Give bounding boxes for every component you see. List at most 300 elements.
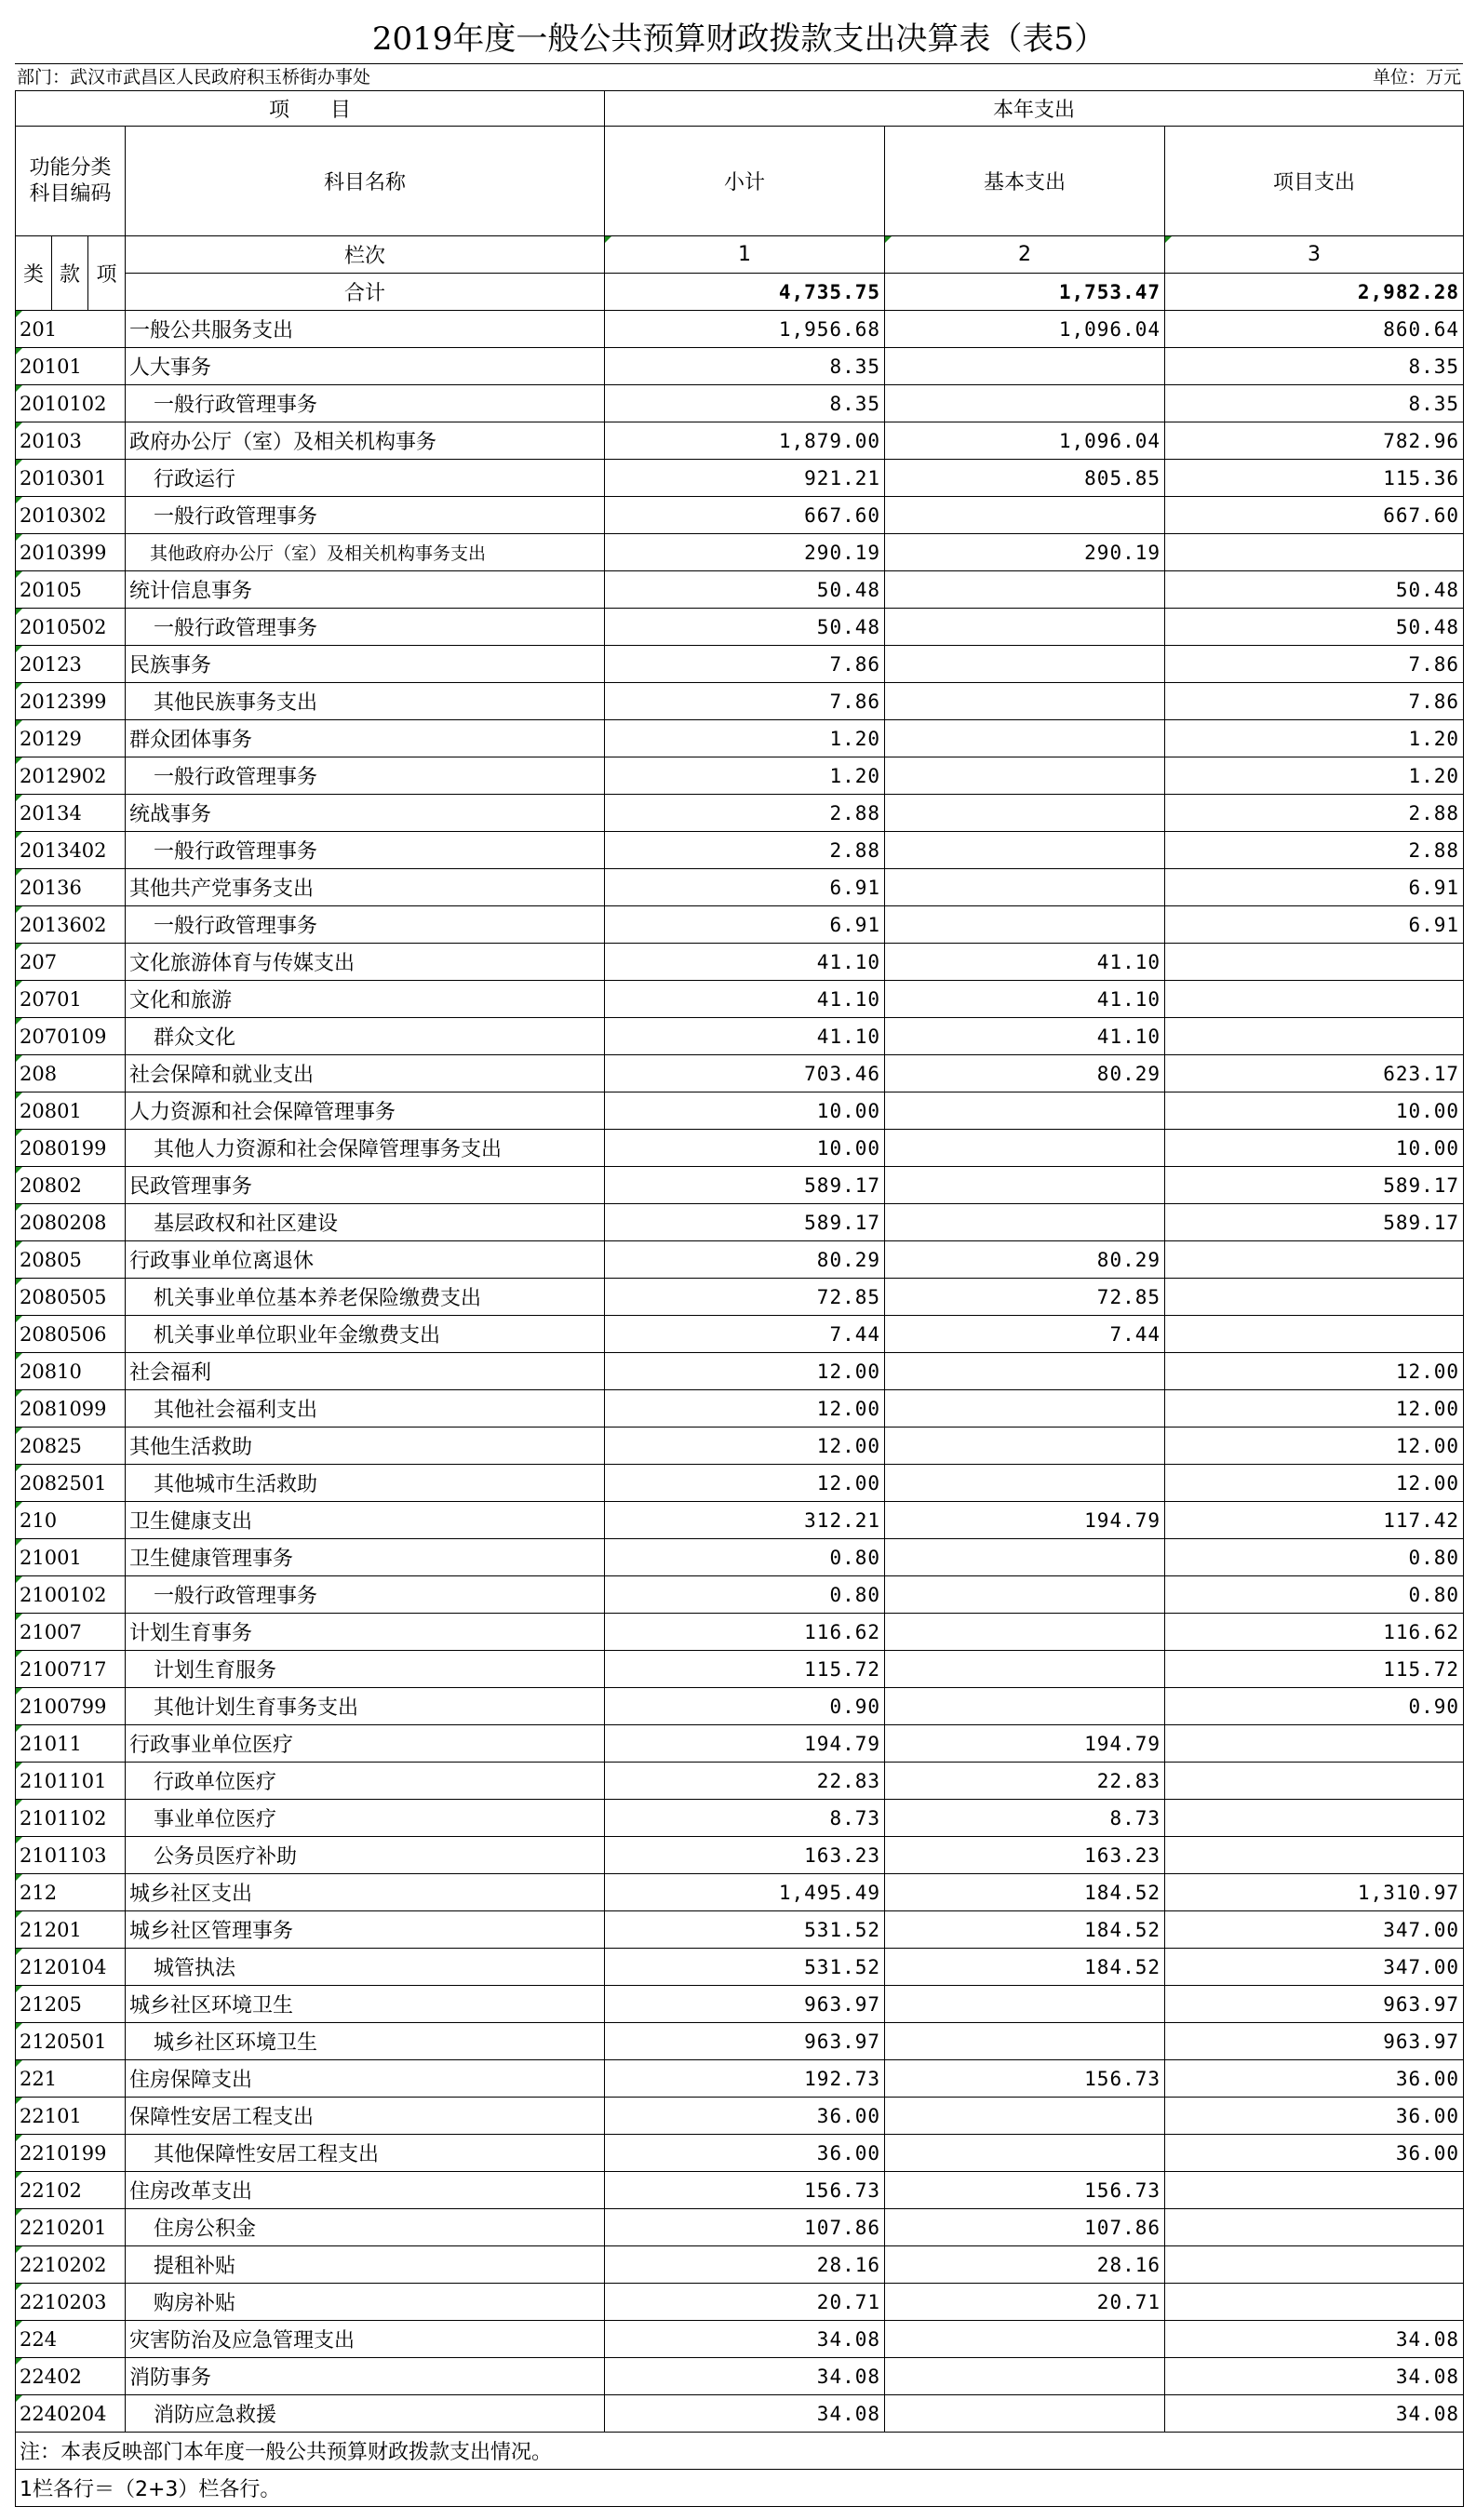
row-code: 2070109 bbox=[16, 1018, 126, 1055]
row-basic bbox=[885, 1390, 1165, 1428]
row-project: 347.00 bbox=[1165, 1911, 1464, 1949]
table-row bbox=[16, 571, 1464, 609]
row-project: 860.64 bbox=[1165, 311, 1464, 348]
row-project bbox=[1165, 944, 1464, 981]
row-subtotal: 2.88 bbox=[605, 795, 885, 832]
table-row bbox=[16, 1725, 1464, 1763]
row-project: 115.72 bbox=[1165, 1651, 1464, 1688]
row-basic: 107.86 bbox=[885, 2209, 1165, 2246]
row-code: 2100799 bbox=[16, 1688, 126, 1725]
unit-label: 单位：万元 bbox=[1372, 67, 1461, 87]
row-project: 12.00 bbox=[1165, 1465, 1464, 1502]
table-row bbox=[16, 906, 1464, 944]
row-subtotal: 156.73 bbox=[605, 2172, 885, 2209]
row-project: 34.08 bbox=[1165, 2358, 1464, 2395]
row-code: 2012902 bbox=[16, 757, 126, 795]
row-subtotal: 1,879.00 bbox=[605, 422, 885, 460]
header-lanci: 栏次 bbox=[126, 236, 605, 274]
row-subject-name: 一般行政管理事务 bbox=[126, 609, 605, 646]
row-subtotal: 963.97 bbox=[605, 2023, 885, 2060]
table-row bbox=[16, 1316, 1464, 1353]
row-project: 8.35 bbox=[1165, 385, 1464, 422]
row-subtotal: 116.62 bbox=[605, 1614, 885, 1651]
table-row bbox=[16, 2135, 1464, 2172]
note-line-1: 注：本表反映部门本年度一般公共预算财政拨款支出情况。 bbox=[16, 2433, 1464, 2470]
row-basic bbox=[885, 1688, 1165, 1725]
row-project: 2.88 bbox=[1165, 832, 1464, 869]
row-basic: 80.29 bbox=[885, 1055, 1165, 1092]
row-subtotal: 80.29 bbox=[605, 1241, 885, 1279]
row-basic: 8.73 bbox=[885, 1800, 1165, 1837]
table-row bbox=[16, 460, 1464, 497]
row-subject-name: 一般行政管理事务 bbox=[126, 1576, 605, 1614]
row-basic: 184.52 bbox=[885, 1949, 1165, 1986]
row-subtotal: 312.21 bbox=[605, 1502, 885, 1539]
row-code: 20825 bbox=[16, 1428, 126, 1465]
row-subtotal: 12.00 bbox=[605, 1465, 885, 1502]
row-subtotal: 36.00 bbox=[605, 2135, 885, 2172]
row-code: 2080506 bbox=[16, 1316, 126, 1353]
row-subject-name: 住房公积金 bbox=[126, 2209, 605, 2246]
row-basic: 72.85 bbox=[885, 1279, 1165, 1316]
table-row bbox=[16, 348, 1464, 385]
row-project: 12.00 bbox=[1165, 1428, 1464, 1465]
row-code: 20101 bbox=[16, 348, 126, 385]
row-subject-name: 群众文化 bbox=[126, 1018, 605, 1055]
row-basic: 1,096.04 bbox=[885, 311, 1165, 348]
row-project: 1.20 bbox=[1165, 720, 1464, 757]
row-project bbox=[1165, 2172, 1464, 2209]
row-code: 201 bbox=[16, 311, 126, 348]
row-code: 2240204 bbox=[16, 2395, 126, 2433]
row-project: 0.80 bbox=[1165, 1539, 1464, 1576]
table-row bbox=[16, 2060, 1464, 2098]
row-project: 6.91 bbox=[1165, 906, 1464, 944]
row-basic bbox=[885, 646, 1165, 683]
row-code: 20123 bbox=[16, 646, 126, 683]
total-subtotal: 4,735.75 bbox=[605, 274, 885, 311]
row-subject-name: 机关事业单位职业年金缴费支出 bbox=[126, 1316, 605, 1353]
table-row bbox=[16, 1092, 1464, 1130]
table-row bbox=[16, 2321, 1464, 2358]
row-subject-name: 城管执法 bbox=[126, 1949, 605, 1986]
row-code: 21011 bbox=[16, 1725, 126, 1763]
table-row bbox=[16, 1539, 1464, 1576]
row-subject-name: 城乡社区环境卫生 bbox=[126, 2023, 605, 2060]
row-subject-name: 其他共产党事务支出 bbox=[126, 869, 605, 906]
header-subtotal: 小计 bbox=[605, 127, 885, 236]
total-project: 2,982.28 bbox=[1165, 274, 1464, 311]
row-subtotal: 107.86 bbox=[605, 2209, 885, 2246]
row-project: 589.17 bbox=[1165, 1204, 1464, 1241]
sub-header bbox=[15, 64, 1463, 90]
row-subject-name: 行政事业单位医疗 bbox=[126, 1725, 605, 1763]
table-row bbox=[16, 1502, 1464, 1539]
row-code: 2210201 bbox=[16, 2209, 126, 2246]
row-code: 22101 bbox=[16, 2098, 126, 2135]
row-project: 1,310.97 bbox=[1165, 1874, 1464, 1911]
table-row bbox=[16, 1576, 1464, 1614]
table-row bbox=[16, 1614, 1464, 1651]
row-project: 623.17 bbox=[1165, 1055, 1464, 1092]
row-subtotal: 0.90 bbox=[605, 1688, 885, 1725]
row-code: 20129 bbox=[16, 720, 126, 757]
row-subtotal: 1,956.68 bbox=[605, 311, 885, 348]
row-subtotal: 0.80 bbox=[605, 1539, 885, 1576]
row-basic bbox=[885, 1465, 1165, 1502]
row-subject-name: 灾害防治及应急管理支出 bbox=[126, 2321, 605, 2358]
row-subtotal: 12.00 bbox=[605, 1353, 885, 1390]
row-basic: 805.85 bbox=[885, 460, 1165, 497]
row-code: 20134 bbox=[16, 795, 126, 832]
row-subject-name: 基层政权和社区建设 bbox=[126, 1204, 605, 1241]
table-row bbox=[16, 1353, 1464, 1390]
row-code: 21205 bbox=[16, 1986, 126, 2023]
row-project: 0.80 bbox=[1165, 1576, 1464, 1614]
header-project: 项目支出 bbox=[1165, 127, 1464, 236]
row-basic bbox=[885, 571, 1165, 609]
row-basic: 184.52 bbox=[885, 1911, 1165, 1949]
table-row bbox=[16, 1055, 1464, 1092]
table-row bbox=[16, 609, 1464, 646]
table-row bbox=[16, 1167, 1464, 1204]
row-subject-name: 其他民族事务支出 bbox=[126, 683, 605, 720]
row-code: 20802 bbox=[16, 1167, 126, 1204]
row-project bbox=[1165, 1279, 1464, 1316]
row-subtotal: 115.72 bbox=[605, 1651, 885, 1688]
row-subtotal: 12.00 bbox=[605, 1390, 885, 1428]
row-project: 667.60 bbox=[1165, 497, 1464, 534]
row-project bbox=[1165, 2209, 1464, 2246]
table-row bbox=[16, 2358, 1464, 2395]
row-subject-name: 机关事业单位基本养老保险缴费支出 bbox=[126, 1279, 605, 1316]
note-row-2 bbox=[16, 2470, 1464, 2507]
row-code: 2010102 bbox=[16, 385, 126, 422]
row-subject-name: 住房改革支出 bbox=[126, 2172, 605, 2209]
table-row bbox=[16, 1465, 1464, 1502]
header-xiang: 项 bbox=[88, 236, 126, 311]
header-index-2: 2 bbox=[885, 236, 1165, 274]
row-project bbox=[1165, 1837, 1464, 1874]
row-project: 115.36 bbox=[1165, 460, 1464, 497]
row-subject-name: 群众团体事务 bbox=[126, 720, 605, 757]
row-subject-name: 一般行政管理事务 bbox=[126, 906, 605, 944]
header-expense-group: 本年支出 bbox=[605, 91, 1464, 127]
row-project: 10.00 bbox=[1165, 1130, 1464, 1167]
row-basic: 41.10 bbox=[885, 981, 1165, 1018]
row-code: 20136 bbox=[16, 869, 126, 906]
table-row bbox=[16, 1279, 1464, 1316]
row-basic bbox=[885, 2321, 1165, 2358]
table-row bbox=[16, 646, 1464, 683]
row-code: 2210203 bbox=[16, 2284, 126, 2321]
row-subtotal: 7.86 bbox=[605, 683, 885, 720]
row-subject-name: 其他生活救助 bbox=[126, 1428, 605, 1465]
row-subject-name: 人大事务 bbox=[126, 348, 605, 385]
table-row bbox=[16, 795, 1464, 832]
table-row bbox=[16, 1911, 1464, 1949]
row-subject-name: 计划生育服务 bbox=[126, 1651, 605, 1688]
table-row bbox=[16, 1688, 1464, 1725]
header-kuan: 款 bbox=[52, 236, 88, 311]
row-subject-name: 行政运行 bbox=[126, 460, 605, 497]
row-code: 2080505 bbox=[16, 1279, 126, 1316]
row-basic bbox=[885, 1651, 1165, 1688]
row-subject-name: 一般行政管理事务 bbox=[126, 757, 605, 795]
row-basic bbox=[885, 348, 1165, 385]
row-subtotal: 703.46 bbox=[605, 1055, 885, 1092]
row-code: 20105 bbox=[16, 571, 126, 609]
total-basic: 1,753.47 bbox=[885, 274, 1165, 311]
table-row bbox=[16, 497, 1464, 534]
row-code: 2010399 bbox=[16, 534, 126, 571]
row-basic bbox=[885, 832, 1165, 869]
row-subject-name: 民族事务 bbox=[126, 646, 605, 683]
row-code: 2010301 bbox=[16, 460, 126, 497]
row-basic bbox=[885, 757, 1165, 795]
row-subject-name: 行政事业单位离退休 bbox=[126, 1241, 605, 1279]
row-subtotal: 34.08 bbox=[605, 2321, 885, 2358]
table-row bbox=[16, 1949, 1464, 1986]
row-basic bbox=[885, 1986, 1165, 2023]
row-subject-name: 一般公共服务支出 bbox=[126, 311, 605, 348]
row-basic: 20.71 bbox=[885, 2284, 1165, 2321]
row-subtotal: 7.44 bbox=[605, 1316, 885, 1353]
row-subtotal: 1.20 bbox=[605, 720, 885, 757]
row-code: 21201 bbox=[16, 1911, 126, 1949]
row-basic bbox=[885, 869, 1165, 906]
row-subject-name: 其他社会福利支出 bbox=[126, 1390, 605, 1428]
row-project bbox=[1165, 1725, 1464, 1763]
row-code: 2010502 bbox=[16, 609, 126, 646]
row-code: 20805 bbox=[16, 1241, 126, 1279]
row-project: 34.08 bbox=[1165, 2395, 1464, 2433]
row-project: 7.86 bbox=[1165, 683, 1464, 720]
row-subject-name: 购房补贴 bbox=[126, 2284, 605, 2321]
table-row bbox=[16, 1130, 1464, 1167]
row-subtotal: 6.91 bbox=[605, 906, 885, 944]
row-basic bbox=[885, 385, 1165, 422]
row-project: 6.91 bbox=[1165, 869, 1464, 906]
row-project: 34.08 bbox=[1165, 2321, 1464, 2358]
row-basic bbox=[885, 2358, 1165, 2395]
row-subject-name: 文化旅游体育与传媒支出 bbox=[126, 944, 605, 981]
row-code: 20810 bbox=[16, 1353, 126, 1390]
header-subject-name: 科目名称 bbox=[126, 127, 605, 236]
table-row bbox=[16, 1241, 1464, 1279]
row-basic bbox=[885, 1204, 1165, 1241]
row-code: 212 bbox=[16, 1874, 126, 1911]
row-project: 36.00 bbox=[1165, 2060, 1464, 2098]
row-subject-name: 其他城市生活救助 bbox=[126, 1465, 605, 1502]
row-basic bbox=[885, 1539, 1165, 1576]
row-basic bbox=[885, 497, 1165, 534]
row-basic bbox=[885, 720, 1165, 757]
row-subtotal: 41.10 bbox=[605, 981, 885, 1018]
row-basic bbox=[885, 1130, 1165, 1167]
row-code: 207 bbox=[16, 944, 126, 981]
row-basic bbox=[885, 1167, 1165, 1204]
row-subtotal: 531.52 bbox=[605, 1911, 885, 1949]
row-subtotal: 22.83 bbox=[605, 1763, 885, 1800]
row-subject-name: 其他保障性安居工程支出 bbox=[126, 2135, 605, 2172]
report-sheet bbox=[15, 15, 1463, 2507]
row-basic: 156.73 bbox=[885, 2172, 1165, 2209]
row-subtotal: 1,495.49 bbox=[605, 1874, 885, 1911]
row-project bbox=[1165, 1018, 1464, 1055]
row-subject-name: 提租补贴 bbox=[126, 2246, 605, 2284]
row-subtotal: 41.10 bbox=[605, 1018, 885, 1055]
row-subtotal: 41.10 bbox=[605, 944, 885, 981]
row-subject-name: 一般行政管理事务 bbox=[126, 497, 605, 534]
table-row bbox=[16, 1390, 1464, 1428]
row-basic: 163.23 bbox=[885, 1837, 1165, 1874]
table-row bbox=[16, 2023, 1464, 2060]
row-basic: 184.52 bbox=[885, 1874, 1165, 1911]
row-code: 20701 bbox=[16, 981, 126, 1018]
row-code: 2210202 bbox=[16, 2246, 126, 2284]
row-project: 589.17 bbox=[1165, 1167, 1464, 1204]
row-basic bbox=[885, 1092, 1165, 1130]
row-project: 50.48 bbox=[1165, 571, 1464, 609]
row-subtotal: 10.00 bbox=[605, 1092, 885, 1130]
row-project: 2.88 bbox=[1165, 795, 1464, 832]
table-row bbox=[16, 1651, 1464, 1688]
row-subtotal: 667.60 bbox=[605, 497, 885, 534]
header-basic: 基本支出 bbox=[885, 127, 1165, 236]
row-subject-name: 其他人力资源和社会保障管理事务支出 bbox=[126, 1130, 605, 1167]
row-code: 210 bbox=[16, 1502, 126, 1539]
row-subject-name: 保障性安居工程支出 bbox=[126, 2098, 605, 2135]
table-row bbox=[16, 2172, 1464, 2209]
row-code: 2100717 bbox=[16, 1651, 126, 1688]
header-row-3 bbox=[16, 236, 1464, 274]
row-basic: 194.79 bbox=[885, 1725, 1165, 1763]
table-row bbox=[16, 720, 1464, 757]
row-basic: 41.10 bbox=[885, 944, 1165, 981]
row-project: 782.96 bbox=[1165, 422, 1464, 460]
note-row-1 bbox=[16, 2433, 1464, 2470]
row-basic: 41.10 bbox=[885, 1018, 1165, 1055]
row-subtotal: 72.85 bbox=[605, 1279, 885, 1316]
header-row-1 bbox=[16, 91, 1464, 127]
row-project: 347.00 bbox=[1165, 1949, 1464, 1986]
row-basic: 156.73 bbox=[885, 2060, 1165, 2098]
row-basic bbox=[885, 2395, 1165, 2433]
row-subtotal: 12.00 bbox=[605, 1428, 885, 1465]
note-line-2: 1栏各行＝（2+3）栏各行。 bbox=[16, 2470, 1464, 2507]
row-subtotal: 1.20 bbox=[605, 757, 885, 795]
row-code: 21007 bbox=[16, 1614, 126, 1651]
header-row-2 bbox=[16, 127, 1464, 236]
row-subject-name: 其他政府办公厅（室）及相关机构事务支出 bbox=[126, 534, 605, 571]
row-code: 20801 bbox=[16, 1092, 126, 1130]
row-basic bbox=[885, 906, 1165, 944]
row-code: 2013602 bbox=[16, 906, 126, 944]
row-project: 50.48 bbox=[1165, 609, 1464, 646]
row-basic bbox=[885, 1614, 1165, 1651]
row-subtotal: 589.17 bbox=[605, 1204, 885, 1241]
row-basic bbox=[885, 1353, 1165, 1390]
row-code: 2120501 bbox=[16, 2023, 126, 2060]
row-subtotal: 963.97 bbox=[605, 1986, 885, 2023]
row-basic: 290.19 bbox=[885, 534, 1165, 571]
row-subject-name: 公务员医疗补助 bbox=[126, 1837, 605, 1874]
row-subtotal: 20.71 bbox=[605, 2284, 885, 2321]
header-index-3: 3 bbox=[1165, 236, 1464, 274]
row-code: 2100102 bbox=[16, 1576, 126, 1614]
row-code: 2080199 bbox=[16, 1130, 126, 1167]
row-project bbox=[1165, 1763, 1464, 1800]
table-row bbox=[16, 869, 1464, 906]
row-basic: 1,096.04 bbox=[885, 422, 1165, 460]
row-subject-name: 消防应急救援 bbox=[126, 2395, 605, 2433]
row-subtotal: 50.48 bbox=[605, 571, 885, 609]
table-row bbox=[16, 311, 1464, 348]
row-code: 2082501 bbox=[16, 1465, 126, 1502]
row-subtotal: 921.21 bbox=[605, 460, 885, 497]
row-project bbox=[1165, 1241, 1464, 1279]
table-row bbox=[16, 683, 1464, 720]
row-subtotal: 2.88 bbox=[605, 832, 885, 869]
table-row bbox=[16, 1837, 1464, 1874]
row-subtotal: 28.16 bbox=[605, 2246, 885, 2284]
row-subject-name: 社会福利 bbox=[126, 1353, 605, 1390]
row-project bbox=[1165, 1316, 1464, 1353]
table-row bbox=[16, 1204, 1464, 1241]
row-code: 2210199 bbox=[16, 2135, 126, 2172]
expenditure-table bbox=[15, 90, 1464, 2507]
row-project: 12.00 bbox=[1165, 1390, 1464, 1428]
row-project: 36.00 bbox=[1165, 2098, 1464, 2135]
row-basic: 28.16 bbox=[885, 2246, 1165, 2284]
row-subject-name: 计划生育事务 bbox=[126, 1614, 605, 1651]
report-title: 2019年度一般公共预算财政拨款支出决算表（表5） bbox=[15, 15, 1463, 64]
table-row bbox=[16, 534, 1464, 571]
row-subtotal: 34.08 bbox=[605, 2358, 885, 2395]
row-subject-name: 一般行政管理事务 bbox=[126, 832, 605, 869]
total-row bbox=[16, 274, 1464, 311]
row-basic bbox=[885, 2135, 1165, 2172]
table-row bbox=[16, 385, 1464, 422]
table-row bbox=[16, 2284, 1464, 2321]
table-row bbox=[16, 2098, 1464, 2135]
row-code: 2013402 bbox=[16, 832, 126, 869]
table-row bbox=[16, 1763, 1464, 1800]
row-code: 208 bbox=[16, 1055, 126, 1092]
row-basic bbox=[885, 1428, 1165, 1465]
row-basic bbox=[885, 2023, 1165, 2060]
table-row bbox=[16, 1428, 1464, 1465]
row-project: 8.35 bbox=[1165, 348, 1464, 385]
row-subject-name: 城乡社区支出 bbox=[126, 1874, 605, 1911]
row-subtotal: 36.00 bbox=[605, 2098, 885, 2135]
row-subject-name: 政府办公厅（室）及相关机构事务 bbox=[126, 422, 605, 460]
table-row bbox=[16, 422, 1464, 460]
row-subtotal: 194.79 bbox=[605, 1725, 885, 1763]
row-subtotal: 8.35 bbox=[605, 385, 885, 422]
row-subject-name: 社会保障和就业支出 bbox=[126, 1055, 605, 1092]
row-subject-name: 事业单位医疗 bbox=[126, 1800, 605, 1837]
row-project bbox=[1165, 981, 1464, 1018]
row-basic: 7.44 bbox=[885, 1316, 1165, 1353]
row-basic bbox=[885, 683, 1165, 720]
table-row bbox=[16, 1800, 1464, 1837]
row-basic: 22.83 bbox=[885, 1763, 1165, 1800]
table-row bbox=[16, 944, 1464, 981]
row-subtotal: 8.73 bbox=[605, 1800, 885, 1837]
row-subject-name: 其他计划生育事务支出 bbox=[126, 1688, 605, 1725]
